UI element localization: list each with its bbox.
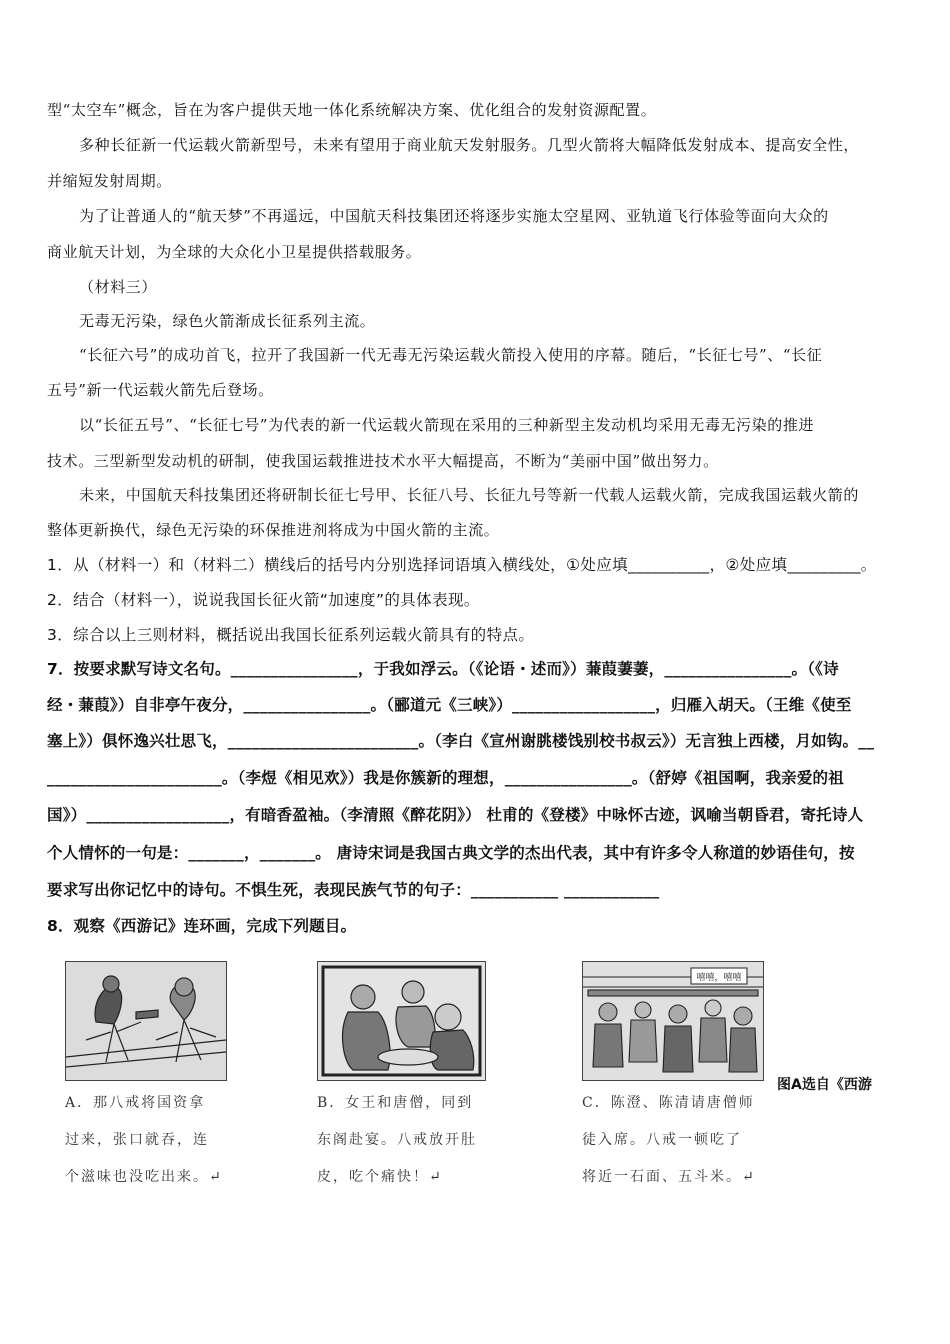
panel-c-caption: C．陈澄、陈清请唐僧师 [582, 1095, 755, 1111]
panel-c-caption: 徒入席。八戒一顿吃了 [582, 1132, 742, 1148]
comic-illustration-a [66, 962, 226, 1080]
comic-panel-c-image [582, 961, 764, 1081]
question-1: 1．从（材料一）和（材料二）横线后的括号内分别选择词语填入横线处，①处应填__________，②处应填_________。 [47, 556, 877, 574]
comic-panel-b-image [317, 961, 486, 1081]
q7-line: 个人情怀的一句是：_______，_______。 唐诗宋词是我国古典文学的杰出代表，其中有许多令人称道的妙语佳句，按 [47, 844, 855, 862]
question-2: 2．结合（材料一），说说我国长征火箭“加速度”的具体表现。 [47, 591, 480, 609]
panel-b-caption: 东阁赴宴。八戒放开肚 [317, 1132, 477, 1148]
body-line: “长征六号”的成功首飞，拉开了我国新一代无毒无污染运载火箭投入使用的序幕。随后，“长征七号”、“长征 [79, 346, 823, 364]
section-heading: （材料三） [79, 278, 158, 296]
body-line: 以“长征五号”、“长征七号”为代表的新一代运载火箭现在采用的三种新型主发动机均采用无毒无污染的推进 [79, 416, 815, 434]
panel-a-caption: A．那八戒将国资拿 [65, 1095, 206, 1111]
body-line: 多种长征新一代运载火箭新型号，未来有望用于商业航天发射服务。几型火箭将大幅降低发射成本、提高安全性， [79, 136, 860, 154]
q7-line: 塞上》）俱怀逸兴壮思飞，________________________。（李白《宣州谢朓楼饯别校书叔云》）无言独上西楼，月如钩。__ [47, 732, 875, 750]
q7-line: ______________________。（李煜《相见欢》）我是你簇新的理想，________________。（舒婷《祖国啊，我亲爱的祖 [47, 769, 844, 787]
panel-c-caption: 将近一石面、五斗米。↵ [582, 1169, 756, 1185]
question-3: 3．综合以上三则材料，概括说出我国长征系列运载火箭具有的特点。 [47, 626, 535, 644]
body-line: 并缩短发射周期。 [47, 172, 172, 190]
panel-b-caption: B．女王和唐僧，同到 [317, 1095, 474, 1111]
body-line: 型“太空车”概念，旨在为客户提供天地一体化系统解决方案、优化组合的发射资源配置。 [47, 101, 657, 119]
body-line: 技术。三型新型发动机的研制，使我国运载推进技术水平大幅提高，不断为“美丽中国”做出努力。 [47, 452, 719, 470]
q7-line: 7．按要求默写诗文名句。________________，于我如浮云。（《论语・述而》）蒹葭萋萋，________________。（《诗 [47, 660, 839, 678]
body-line: 整体更新换代，绿色无污染的环保推进剂将成为中国火箭的主流。 [47, 521, 500, 539]
panel-a-caption: 个滋味也没吃出来。↵ [65, 1169, 223, 1185]
panel-b-caption: 皮，吃个痛快！↵ [317, 1169, 443, 1185]
comic-illustration-c [583, 962, 763, 1080]
q7-line: 经・蒹葭》）自非亭午夜分，________________。（郦道元《三峡》）__________________，归雁入胡天。（王维《使至 [47, 696, 852, 714]
body-line: 五号”新一代运载火箭先后登场。 [47, 381, 274, 399]
body-line: 未来，中国航天科技集团还将研制长征七号甲、长征八号、长征九号等新一代载人运载火箭，完成我国运载火箭的 [79, 486, 860, 504]
panel-a-caption: 过来，张口就吞，连 [65, 1132, 209, 1148]
body-line: 商业航天计划，为全球的大众化小卫星提供搭载服务。 [47, 243, 422, 261]
figure-note: 图A选自《西游 [777, 1077, 872, 1093]
speech-bubble-text: 嘻嘻，嘻嘻 [696, 973, 742, 983]
comic-panel-a-image [65, 961, 227, 1081]
q7-line: 要求写出你记忆中的诗句。不惧生死，表现民族气节的句子：___________ ____________ [47, 881, 660, 899]
body-line: 为了让普通人的“航天梦”不再遥远，中国航天科技集团还将逐步实施太空星网、亚轨道飞行体验等面向大众的 [79, 207, 829, 225]
q8-title: 8．观察《西游记》连环画，完成下列题目。 [47, 917, 357, 935]
q7-line: 国》）__________________，有暗香盈袖。（李清照《醉花阴》） 杜甫的《登楼》中咏怀古迹，讽喻当朝昏君，寄托诗人 [47, 806, 864, 824]
comic-illustration-b [318, 962, 485, 1080]
body-line: 无毒无污染，绿色火箭渐成长征系列主流。 [79, 312, 376, 330]
